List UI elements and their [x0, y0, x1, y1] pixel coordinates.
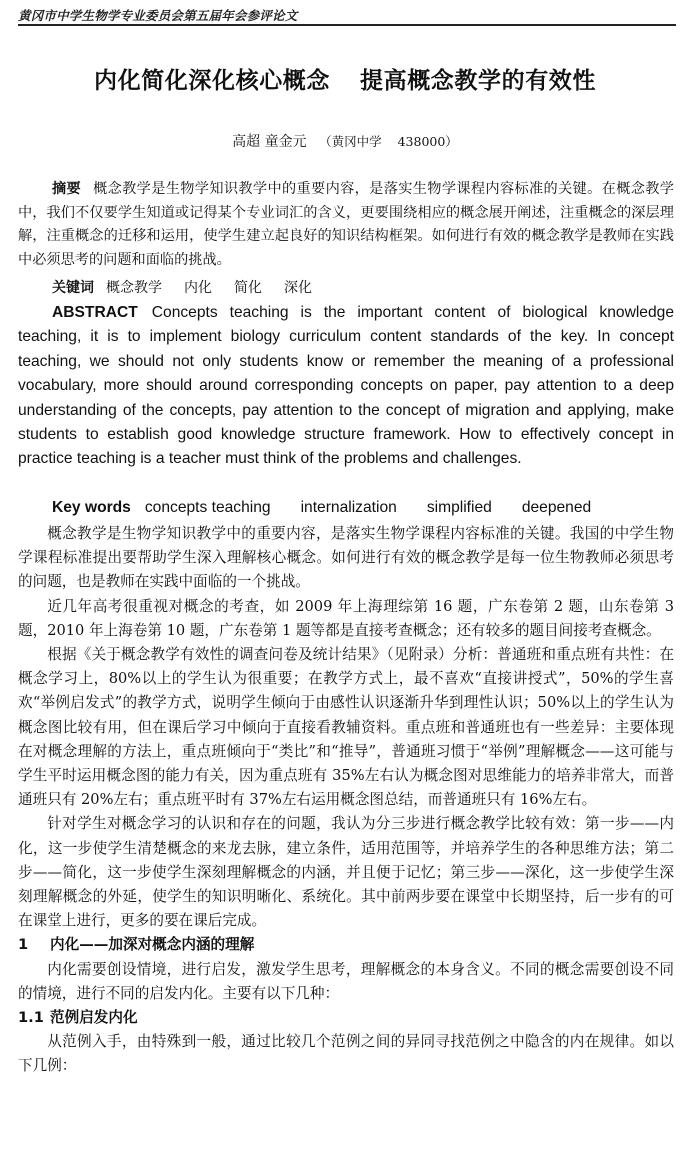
abstract-english: [18, 301, 674, 472]
keyword-en-2: internalization: [300, 499, 397, 516]
body-paragraph-6: 从范例入手，由特殊到一般，通过比较几个范例之间的异同寻找范例之中隐含的内在规律。如以下几例：: [18, 1033, 674, 1075]
body-paragraph-5: 内化需要创设情境，进行启发，激发学生思考，理解概念的本身含义。不同的概念需要创设不同的情境，进行不同的启发内化。主要有以下几种：: [18, 960, 674, 1002]
abstract-chinese: [18, 178, 674, 272]
keyword-cn-2: 内化: [184, 280, 212, 296]
section-title-1-1: 范例启发内化: [50, 1009, 138, 1027]
keywords-cn-label: 关键词: [52, 280, 94, 296]
keyword-en-1: concepts teaching: [144, 499, 271, 516]
abstract-en-label: ABSTRACT: [52, 304, 138, 321]
paper-title: [0, 62, 690, 95]
keywords-chinese: [18, 277, 674, 297]
section-number-1: 1: [18, 936, 29, 954]
title-part-2: 提高概念教学的有效性: [360, 68, 596, 94]
affiliation: [319, 134, 458, 149]
abstract-cn-label: 摘要: [52, 181, 82, 197]
keyword-cn-3: 简化: [234, 280, 262, 296]
keywords-en-label: Key words: [52, 499, 131, 516]
keyword-en-3: simplified: [426, 499, 492, 516]
body-paragraph-1: 概念教学是生物学知识教学中的重要内容，是落实生物学课程内容标准的关键。我国的中学生物学课程标准提出要帮助学生深入理解核心概念。如何进行有效的概念教学是每一位生物教师必须思考的问题，也是教师在实践中面临的一个挑战。: [18, 525, 674, 591]
keyword-cn-1: 概念教学: [106, 280, 162, 296]
postal-code: 438000）: [397, 134, 458, 149]
affiliation-name: （黄冈中学: [319, 134, 382, 149]
body-text: [18, 522, 674, 1079]
body-paragraph-2: 近几年高考很重视对概念的考查，如 2009 年上海理综第 16 题，广东卷第 2 题，山东卷第 3 题，2010 年上海卷第 10 题，广东卷第 1 题等都是直接考查概念；还有较多的题目间接考查概念。: [18, 597, 674, 639]
keywords-english: [18, 499, 674, 517]
abstract-cn-text: 概念教学是生物学知识教学中的重要内容，是落实生物学课程内容标准的关键。在概念教学中，我们不仅要学生知道或记得某个专业词汇的含义，更要围绕相应的概念展开阐述，注重概念的深层理解，注重概念的迁移和运用，使学生建立起良好的知识结构框架。如何进行有效的概念教学是教师在实践中必须思考的问题和面临的挑战。: [18, 181, 674, 268]
section-heading-1-1: [18, 1006, 674, 1030]
running-header: 黄冈市中学生物学专业委员会第五届年会参评论文: [18, 8, 298, 23]
keyword-en-4: deepened: [521, 499, 592, 516]
abstract-en-text: Concepts teaching is the important content of biological knowledge teaching, it is to implement biology curriculum content standards of the key. In concept teaching, we should not only students know or remember the meaning of a professional vocabulary, more should around corresponding concepts on paper, pay attention to a deep understanding of the concepts, pay attention to the concept of migration and applying, make students to establish good knowledge structure framework. How to effectively concept in practice teaching is a teacher must think of the problems and challenges.: [18, 304, 674, 468]
header-rule: [18, 24, 676, 26]
body-paragraph-4: 针对学生对概念学习的认识和存在的问题，我认为分三步进行概念教学比较有效：第一步——内化，这一步使学生清楚概念的来龙去脉，建立条件，适用范围等，并培养学生的各种思维方法；第二步——简化，这一步使学生深刻理解概念的内涵，并且便于记忆；第三步——深化，这一步使学生深刻理解概念的外延，使学生的知识明晰化、系统化。其中前两步要在课堂中长期坚持，后一步有的可在课堂上进行，更多的要在课后完成。: [18, 815, 674, 930]
title-part-1: 内化简化深化核心概念: [94, 68, 330, 94]
section-number-1-1: 1.1: [18, 1009, 44, 1027]
section-title-1: 内化——加深对概念内涵的理解: [50, 936, 255, 954]
author-line: [0, 131, 690, 151]
body-paragraph-3: 根据《关于概念教学有效性的调查问卷及统计结果》（见附录）分析：普通班和重点班有共性：在概念学习上，80%以上的学生认为很重要；在教学方式上，最不喜欢“直接讲授式”，50%的学生喜欢“举例启发式”的教学方式，说明学生倾向于由感性认识逐渐升华到理性认识；50%以上的学生认为概念图比较有用，但在课后学习中倾向于直接看教辅资料。重点班和普通班也有一些差异：主要体现在对概念理解的方法上，重点班倾向于“类比”和“推导”，普通班习惯于“举例”理解概念——这可能与学生平时运用概念图的能力有关，因为重点班有 35%左右认为概念图对思维能力的培养非常大，而普通班只有 20%左右；重点班平时有 37%左右运用概念图总结，而普通班只有 16%左右。: [18, 646, 674, 809]
section-heading-1: [18, 933, 674, 957]
keyword-cn-4: 深化: [284, 280, 312, 296]
author-names: 高超 童金元: [232, 134, 307, 150]
